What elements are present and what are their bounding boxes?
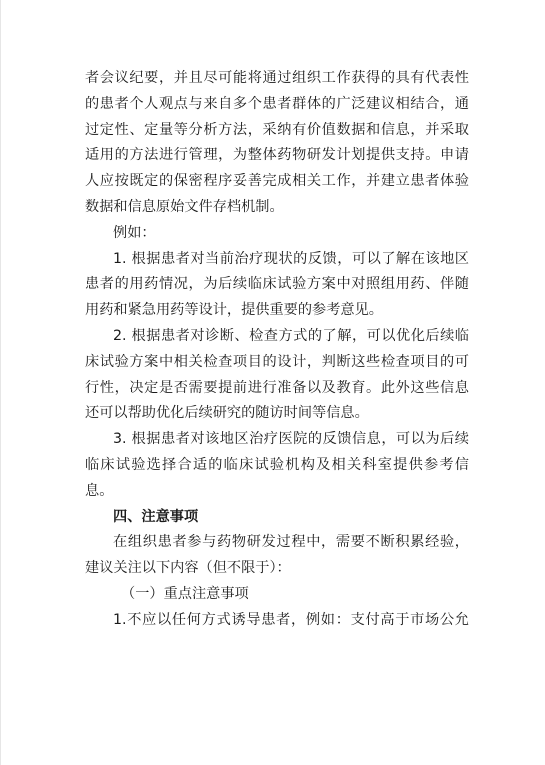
text-line: 人应按既定的保密程序妥善完成相关工作，并建立患者体验 (85, 173, 469, 190)
text-line: 的患者个人观点与来自多个患者群体的广泛建议相结合，通 (85, 95, 469, 112)
text-line: 2. 根据患者对诊断、检查方式的了解，可以优化后续临 (113, 327, 469, 344)
subsection-heading: （一）重点注意事项 (121, 585, 249, 602)
text-line: 息。 (85, 482, 114, 499)
text-line: 用药和紧急用药等设计，提供重要的参考意见。 (85, 302, 383, 319)
subheading-key-notes (85, 582, 469, 608)
text-line: 临床试验选择合适的临床试验机构及相关科室提供参考信 (85, 456, 469, 473)
text-line: 3. 根据患者对该地区治疗医院的反馈信息，可以为后续 (113, 431, 469, 448)
paragraph-example-2 (85, 324, 469, 427)
paragraph-example-intro (85, 221, 469, 247)
text-line: 数据和信息原始文件存档机制。 (85, 198, 284, 215)
section-heading: 四、注意事项 (113, 508, 199, 525)
text-line: 过定性、定量等分析方法，采纳有价值数据和信息，并采取 (85, 121, 469, 138)
paragraph-note-1 (85, 608, 469, 634)
text-line: 床试验方案中相关检查项目的设计，判断这些检查项目的可 (85, 353, 469, 370)
text-line: 者会议纪要，并且尽可能将通过组织工作获得的具有代表性 (85, 70, 469, 86)
text-line: 建议关注以下内容（但不限于）： (85, 560, 291, 577)
text-line: 1.不应以任何方式诱导患者，例如：支付高于市场公允 (113, 611, 469, 628)
paragraph-notes-intro (85, 530, 469, 582)
document-body (85, 66, 469, 634)
text-line: 患者的用药情况，为后续临床试验方案中对照组用药、伴随 (85, 276, 469, 293)
text-line: 例如： (113, 224, 156, 241)
text-line: 行性，决定是否需要提前进行准备以及教育。此外这些信息 (85, 379, 469, 396)
paragraph-data-management (85, 66, 469, 221)
text-line: 在组织患者参与药物研发过程中，需要不断积累经验， (113, 534, 469, 551)
section-heading-notes (85, 505, 469, 531)
text-line: 1. 根据患者对当前治疗现状的反馈，可以了解在该地区 (113, 250, 469, 267)
paragraph-example-3 (85, 427, 469, 504)
text-line: 适用的方法进行管理，为整体药物研发计划提供支持。申请 (85, 147, 469, 164)
text-line: 还可以帮助优化后续研究的随访时间等信息。 (85, 405, 369, 422)
paragraph-example-1 (85, 247, 469, 324)
